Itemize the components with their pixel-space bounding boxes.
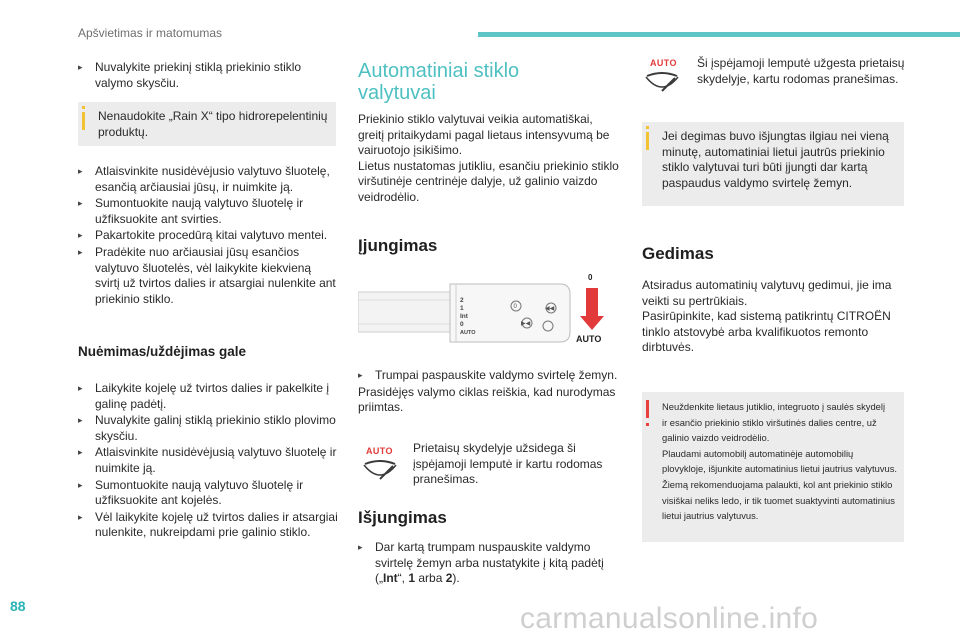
lamp-on-text: Prietaisų skydelyje užsidega ši įspėjamoji lemputė ir kartu rodomas pranešimas. [413, 441, 603, 487]
info-note [642, 122, 904, 206]
list-item: ▸ Sumontuokite naują valytuvo šluotelę ir užfiksuokite ant svirties. [78, 196, 304, 226]
stalk-label-auto: AUTO [576, 334, 602, 344]
rear-steps [78, 381, 340, 542]
list-item: ▸ Trumpai paspauskite valdymo svirtelę žemyn. [358, 368, 618, 382]
deactivation-instructions [358, 540, 624, 588]
arrow-bullet-icon: ▸ [78, 230, 83, 241]
info-note-text: Nenaudokite „Rain X“ tipo hidrorepelentinių produktų. [98, 109, 328, 139]
info-icon [646, 126, 649, 129]
arrow-bullet-icon: ▸ [78, 383, 83, 393]
lamp-off-text: Ši įspėjamoji lemputė užgesta prietaisų skydelyje, kartu rodomas pranešimas. [697, 56, 905, 86]
fault-text: Atsiradus automatinių valytuvų gedimui, jie ima veikti su pertrūkiais. Pasirūpinkite, kad sistemą patikrintų CITROËN tinklo atstovybė arba kvalifikuotos remonto dirbtuvės. [642, 278, 892, 355]
wiper-icon [642, 71, 682, 95]
info-note [78, 102, 336, 146]
arrow-bullet-icon: ▸ [78, 415, 83, 426]
arrow-bullet-icon: ▸ [78, 511, 83, 522]
section-title: Automatiniai stiklo valytuvai [358, 60, 520, 104]
stalk-picto-rear: ◀◀ [545, 306, 555, 312]
list-item: ▸ Pakartokite procedūrą kitai valytuvo mentei. [78, 228, 328, 243]
rear-section-heading: Nuėmimas/uždėjimas gale [78, 344, 247, 359]
page-number: 88 [10, 598, 26, 614]
list-item: ▸ Nuvalykite galinį stiklą priekinio stiklo plovimo skysčiu. [78, 413, 336, 443]
arrow-bullet-icon: ▸ [78, 479, 83, 490]
wiper-icon [360, 459, 400, 483]
info-icon [82, 106, 85, 109]
list-item: ▸ Nuvalykite priekinį stiklą priekinio stiklo valymo skysčiu. [78, 60, 302, 90]
header-accent-bar [478, 32, 960, 37]
arrow-bullet-icon: ▸ [78, 447, 83, 458]
stalk-pos-1: 1 [460, 305, 464, 312]
wiper-stalk-illustration [358, 270, 606, 356]
auto-warning-lamp-off [642, 58, 688, 100]
push-down-arrow-icon [580, 288, 604, 330]
stalk-pos-2: 2 [460, 297, 464, 304]
warning-note-text: Neuždenkite lietaus jutiklio, integruoto į saulės skydelį ir esančio priekinio stiklo viršutinės dalies centre, už galinio vaizdo veidrodėlio. Plaudami automobilį automatinėje automobilių plovykloje, išjunkite automatinius lietui jautrius valytuvus. Žiemą rekomenduojama palaukti, kol ant priekinio stiklo visiškai neliks ledo, ir tik tuomet suaktyvinti automatinius lietui jautrius valytuvus. [662, 401, 898, 522]
arrow-bullet-icon: ▸ [78, 166, 83, 176]
arrow-bullet-icon: ▸ [78, 246, 83, 257]
arrow-bullet-icon: ▸ [358, 370, 363, 380]
fault-heading: Gedimas [642, 244, 714, 263]
list-item: ▸ Sumontuokite naują valytuvo šluotelę ir užfiksuokite ant kojelės. [78, 477, 304, 508]
list-item: ▸ Pradėkite nuo arčiausiai jūsų esančios valytuvo šluotelės, vėl laikykite kiekvieną svirtį už tvirtos dalies ir atsargiai nulenkite ant priekinio stiklo. [78, 244, 336, 306]
left-intro [78, 60, 338, 92]
stalk-pos-auto: AUTO [460, 330, 476, 336]
replacement-steps [78, 164, 338, 308]
warning-icon [646, 423, 649, 426]
auto-label: AUTO [366, 446, 393, 456]
arrow-bullet-icon: ▸ [78, 62, 83, 72]
list-item: ▸ Atlaisvinkite nusidėvėjusią valytuvo šluotelę ir nuimkite ją. [78, 445, 337, 475]
activation-instructions: ▸ Trumpai paspauskite valdymo svirtelę žemyn. Prasidėjęs valymo ciklas reiškia, kad nurodymas priimtas. [358, 368, 622, 416]
page-header-title: Apšvietimas ir matomumas [78, 26, 223, 40]
deactivation-heading: Išjungimas [358, 508, 447, 527]
auto-label: AUTO [650, 58, 677, 68]
auto-warning-lamp-on [360, 446, 406, 488]
arrow-bullet-icon: ▸ [358, 542, 363, 552]
stalk-pos-0: 0 [460, 321, 464, 328]
arrow-bullet-icon: ▸ [78, 198, 83, 209]
stalk-label-zero: 0 [588, 273, 593, 282]
stalk-picto-wash: ▶◀ [521, 321, 531, 327]
warning-note [642, 392, 904, 542]
list-item: ▸ Atlaisvinkite nusidėvėjusio valytuvo šluotelę, esančią arčiausiai jūsų, ir nuimkite ją. [78, 164, 330, 194]
auto-wipers-intro: Priekinio stiklo valytuvai veikia automatiškai, greitį pritaikydami pagal lietaus intensyvumą be vairuotojo įsikišimo. Lietus nustatomas jutikliu, esančiu priekinio stiklo viršutinėje centrinėje dalyje, už galinio vaizdo veidrodėlio. [358, 112, 619, 204]
watermark: carmanualsonline.info [520, 602, 819, 635]
activation-heading: Įjungimas [358, 236, 438, 255]
stalk-shaft [358, 292, 450, 332]
info-note-text: Jei degimas buvo išjungtas ilgiau nei vieną minutę, automatiniai lietui jautrūs priekinio stiklo valytuvai turi būti įjungti dar kartą paspaudus valdymo svirtelę žemyn. [662, 129, 889, 190]
stalk-pos-int: Int [460, 313, 468, 320]
list-item: ▸ Vėl laikykite kojelę už tvirtos dalies ir atsargiai nulenkite, nukreipdami prie galinio stiklo. [78, 509, 338, 540]
stalk-picto-off: 0 [513, 304, 517, 310]
list-item: ▸ Dar kartą trumpam nuspauskite valdymo svirtelę žemyn arba nustatykite į kitą padėtį („Int“, 1 arba 2). [358, 540, 604, 586]
list-item: ▸ Laikykite kojelę už tvirtos dalies ir pakelkite į galinę padėtį. [78, 381, 330, 411]
